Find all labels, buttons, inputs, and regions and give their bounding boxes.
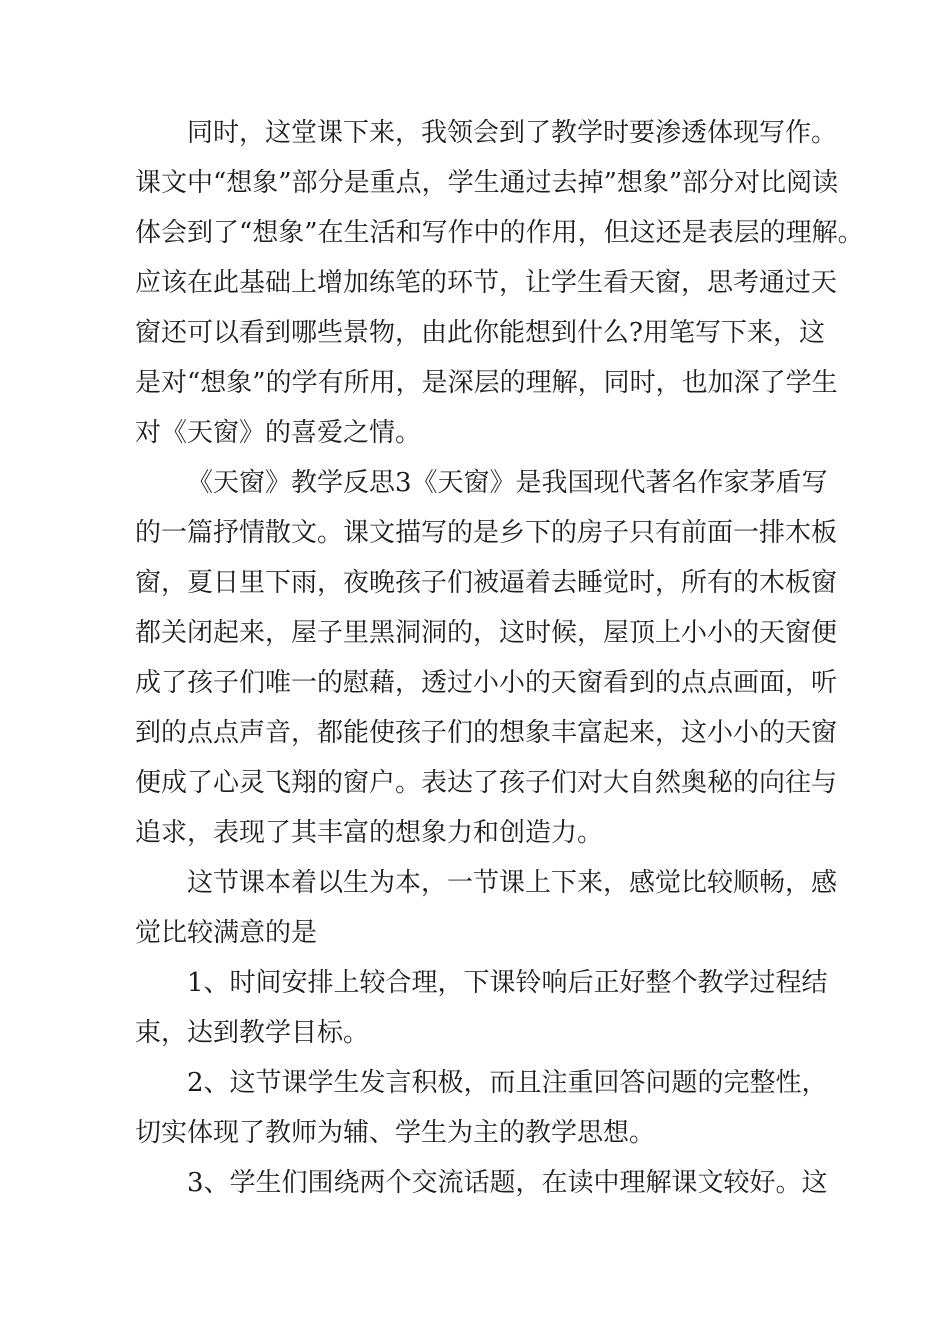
text-line: 《天窗》教学反思3《天窗》是我国现代著名作家茅盾写 <box>187 468 828 498</box>
text-line: 的一篇抒情散文。课文描写的是乡下的房子只有前面一排木板 <box>135 518 838 548</box>
text-line: 2、这节课学生发言积极，而且注重回答问题的完整性， <box>187 1068 828 1098</box>
text-line: 窗还可以看到哪些景物，由此你能想到什么?用笔写下来，这 <box>135 318 825 348</box>
text-line: 课文中“想象”部分是重点，学生通过去掉”想象”部分对比阅读 <box>135 168 839 198</box>
text-line: 追求，表现了其丰富的想象力和创造力。 <box>135 818 604 848</box>
text-line: 3、学生们围绕两个交流话题，在读中理解课文较好。这 <box>187 1168 828 1198</box>
text-line: 切实体现了教师为辅、学生为主的教学思想。 <box>135 1118 656 1148</box>
text-line: 体会到了“想象”在生活和写作中的作用，但这还是表层的理解。 <box>135 218 864 248</box>
text-line: 对《天窗》的喜爱之情。 <box>135 418 422 448</box>
text-line: 到的点点声音，都能使孩子们的想象丰富起来，这小小的天窗 <box>135 718 838 748</box>
text-line: 都关闭起来，屋子里黑洞洞的，这时候，屋顶上小小的天窗便 <box>135 618 838 648</box>
text-line: 束，达到教学目标。 <box>135 1018 370 1048</box>
text-line: 成了孩子们唯一的慰藉，透过小小的天窗看到的点点画面，听 <box>135 668 838 698</box>
text-line: 1、时间安排上较合理，下课铃响后正好整个教学过程结 <box>187 968 828 998</box>
text-line: 觉比较满意的是 <box>135 918 318 948</box>
text-line: 应该在此基础上增加练笔的环节，让学生看天窗，思考通过天 <box>135 268 838 298</box>
text-line: 这节课本着以生为本，一节课上下来，感觉比较顺畅，感 <box>187 868 838 898</box>
text-line: 同时，这堂课下来，我领会到了教学时要渗透体现写作。 <box>187 118 838 148</box>
text-line: 是对“想象”的学有所用，是深层的理解，同时，也加深了学生 <box>135 368 838 398</box>
text-line: 便成了心灵飞翔的窗户。表达了孩子们对大自然奥秘的向往与 <box>135 768 838 798</box>
text-line: 窗，夏日里下雨，夜晚孩子们被逼着去睡觉时，所有的木板窗 <box>135 568 838 598</box>
